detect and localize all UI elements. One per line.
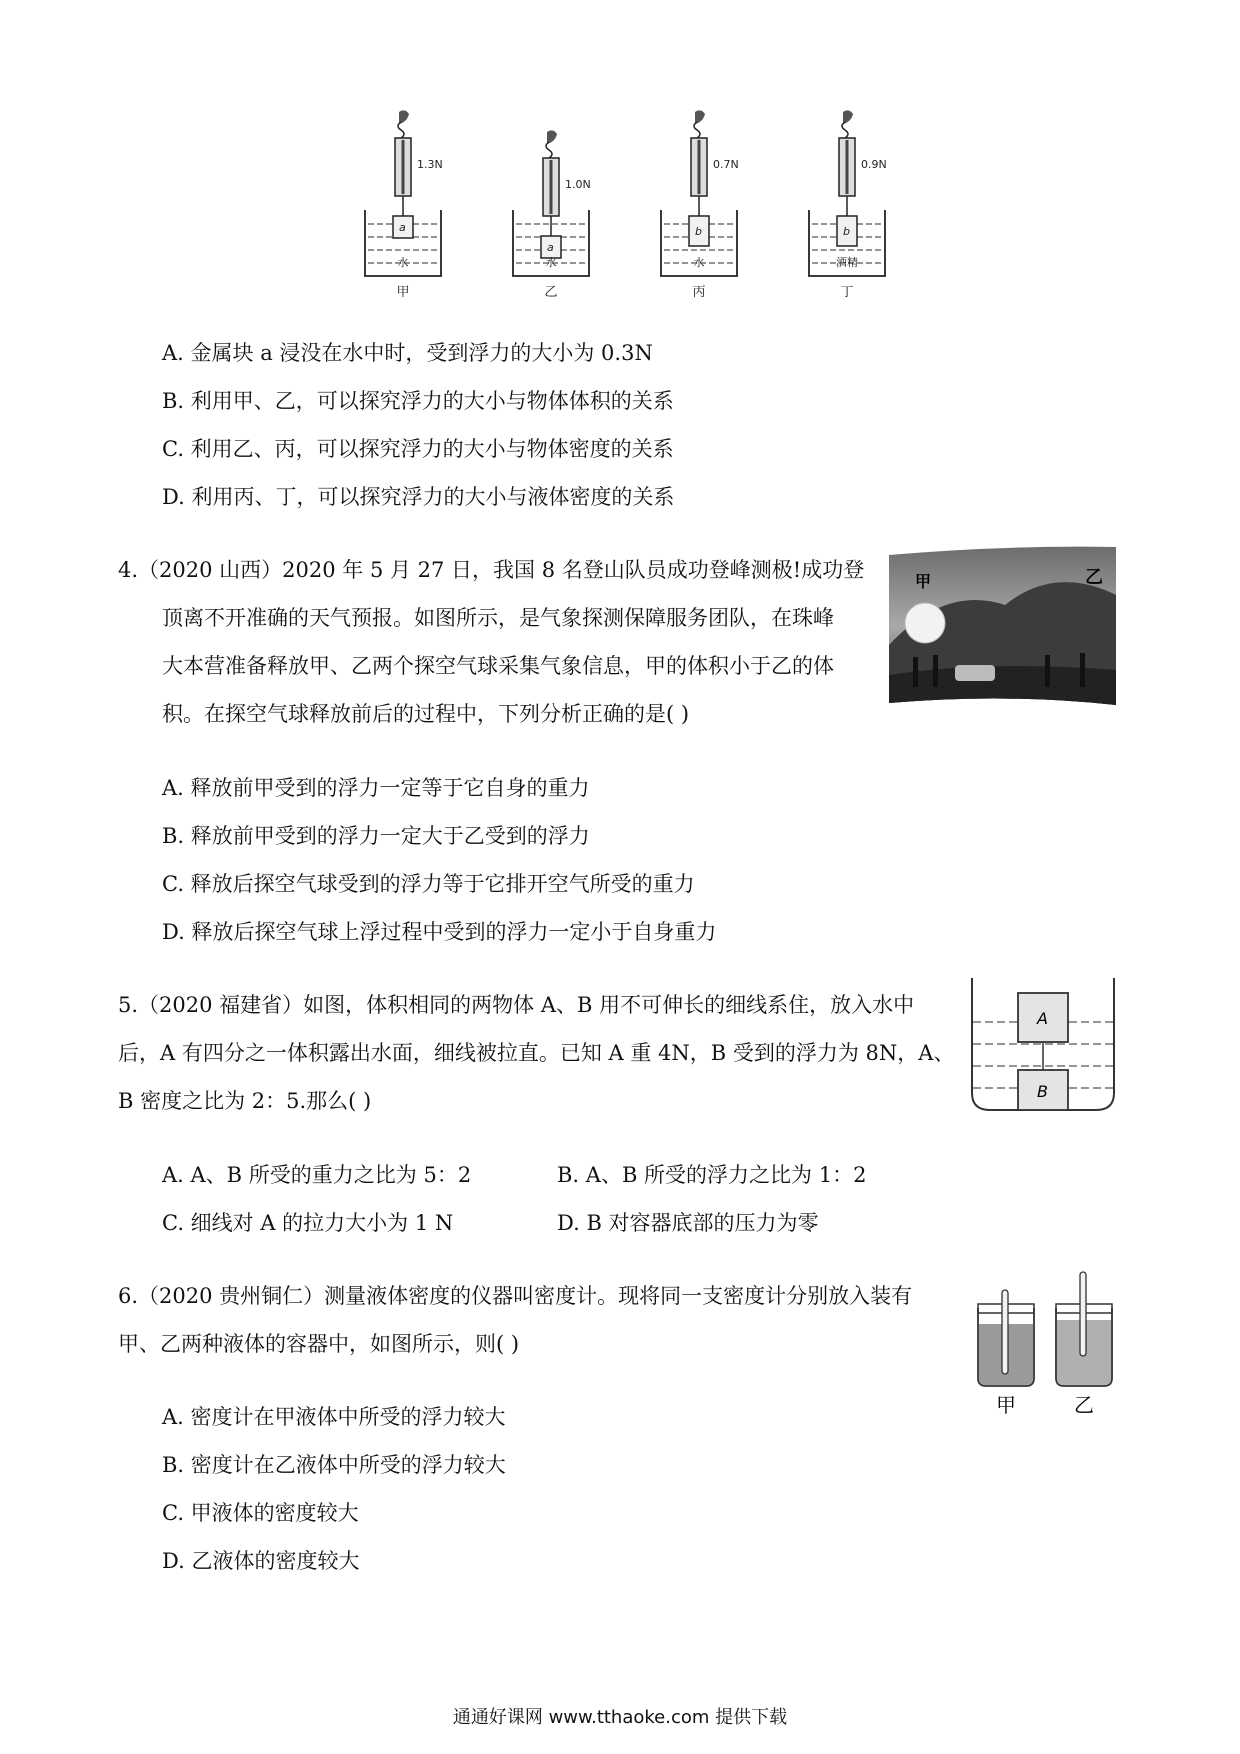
q5-stem-line-2: 后，A 有四分之一体积露出水面，细线被拉直。已知 A 重 4N，B 受到的浮力为 8N，A、 [118, 1041, 955, 1065]
spring-scale-setup [513, 130, 591, 300]
balloon-jia-icon [905, 603, 945, 643]
q6-stem-line-2: 甲、乙两种液体的容器中，如图所示，则( ) [118, 1332, 520, 1356]
beaker-label-yi: 乙 [1074, 1393, 1094, 1417]
q5-option-c: C. 细线对 A 的拉力大小为 1 N [162, 1211, 454, 1235]
setup-caption: 乙 [544, 285, 558, 300]
block-b-label: B [1037, 1082, 1048, 1101]
q6-hydrometer-figure [972, 1268, 1122, 1418]
scale-reading-label: 1.3N [417, 158, 443, 171]
person-icon [933, 655, 938, 687]
q5-option-d: D. B 对容器底部的压力为零 [557, 1211, 819, 1235]
photo-label-yi: 乙 [1085, 567, 1103, 588]
hydrometer-jia-icon [1002, 1290, 1008, 1374]
scale-reading-label: 1.0N [565, 178, 591, 191]
q5-option-a: A. A、B 所受的重力之比为 5：2 [162, 1163, 472, 1187]
person-icon [1080, 653, 1085, 687]
setup-caption: 丁 [840, 285, 854, 300]
person-icon [913, 657, 918, 687]
liquid-label: 酒精 [836, 256, 858, 269]
q4-balloon-photo [885, 545, 1120, 707]
q3-option-c: C. 利用乙、丙，可以探究浮力的大小与物体密度的关系 [162, 437, 674, 461]
spring-scale-setup [809, 110, 887, 300]
spring-scale-setup [661, 110, 739, 300]
q5-option-b: B. A、B 所受的浮力之比为 1：2 [557, 1163, 867, 1187]
block-label: a [547, 241, 554, 254]
q3-option-a: A. 金属块 a 浸没在水中时，受到浮力的大小为 0.3N [162, 341, 653, 365]
person-icon [1045, 655, 1050, 687]
q6-stem-line-1: 6.（2020 贵州铜仁）测量液体密度的仪器叫密度计。现将同一支密度计分别放入装有 [118, 1284, 913, 1308]
liquid-label: 水 [693, 256, 705, 269]
q5-stem-line-1: 5.（2020 福建省）如图，体积相同的两物体 A、B 用不可伸长的细线系住，放入水中 [118, 993, 915, 1017]
q4-option-b: B. 释放前甲受到的浮力一定大于乙受到的浮力 [162, 824, 590, 848]
q4-stem-line-1: 4.（2020 山西）2020 年 5 月 27 日，我国 8 名登山队员成功登峰测极!成功登 [118, 558, 865, 582]
spring-scale-setup [365, 110, 443, 300]
q4-option-c: C. 释放后探空气球受到的浮力等于它排开空气所受的重力 [162, 872, 695, 896]
q6-option-c: C. 甲液体的密度较大 [162, 1501, 359, 1525]
liquid-label: 水 [397, 256, 409, 269]
q4-stem-line-2: 顶离不开准确的天气预报。如图所示，是气象探测保障服务团队，在珠峰 [162, 606, 834, 630]
q4-option-a: A. 释放前甲受到的浮力一定等于它自身的重力 [162, 776, 590, 800]
q6-option-d: D. 乙液体的密度较大 [162, 1549, 360, 1573]
block-label: b [843, 225, 850, 238]
block-label: a [399, 221, 406, 234]
block-a-label: A [1037, 1009, 1048, 1028]
hydrometer-yi-icon [1080, 1272, 1086, 1356]
q5-stem-line-3: B 密度之比为 2：5.那么( ) [118, 1089, 372, 1113]
vehicle-icon [955, 665, 995, 681]
setup-caption: 甲 [396, 285, 410, 300]
scale-reading-label: 0.7N [713, 158, 739, 171]
q4-stem-line-3: 大本营准备释放甲、乙两个探空气球采集气象信息，甲的体积小于乙的体 [162, 654, 834, 678]
q5-container-figure [968, 978, 1118, 1118]
q3-option-d: D. 利用丙、丁，可以探究浮力的大小与液体密度的关系 [162, 485, 675, 509]
q6-option-a: A. 密度计在甲液体中所受的浮力较大 [162, 1405, 506, 1429]
beaker-label-jia: 甲 [996, 1393, 1016, 1417]
scale-reading-label: 0.9N [861, 158, 887, 171]
q3-spring-scale-figure [355, 110, 887, 330]
q4-option-d: D. 释放后探空气球上浮过程中受到的浮力一定小于自身重力 [162, 920, 717, 944]
photo-label-jia: 甲 [915, 572, 932, 591]
page-footer: 通通好课网 www.tthaoke.com 提供下载 [452, 1707, 788, 1728]
q6-option-b: B. 密度计在乙液体中所受的浮力较大 [162, 1453, 506, 1477]
liquid-label: 水 [545, 256, 557, 269]
q4-stem-line-4: 积。在探空气球释放前后的过程中，下列分析正确的是( ) [162, 702, 690, 726]
block-label: b [695, 225, 702, 238]
setup-caption: 丙 [692, 285, 706, 300]
q3-option-b: B. 利用甲、乙，可以探究浮力的大小与物体体积的关系 [162, 389, 674, 413]
